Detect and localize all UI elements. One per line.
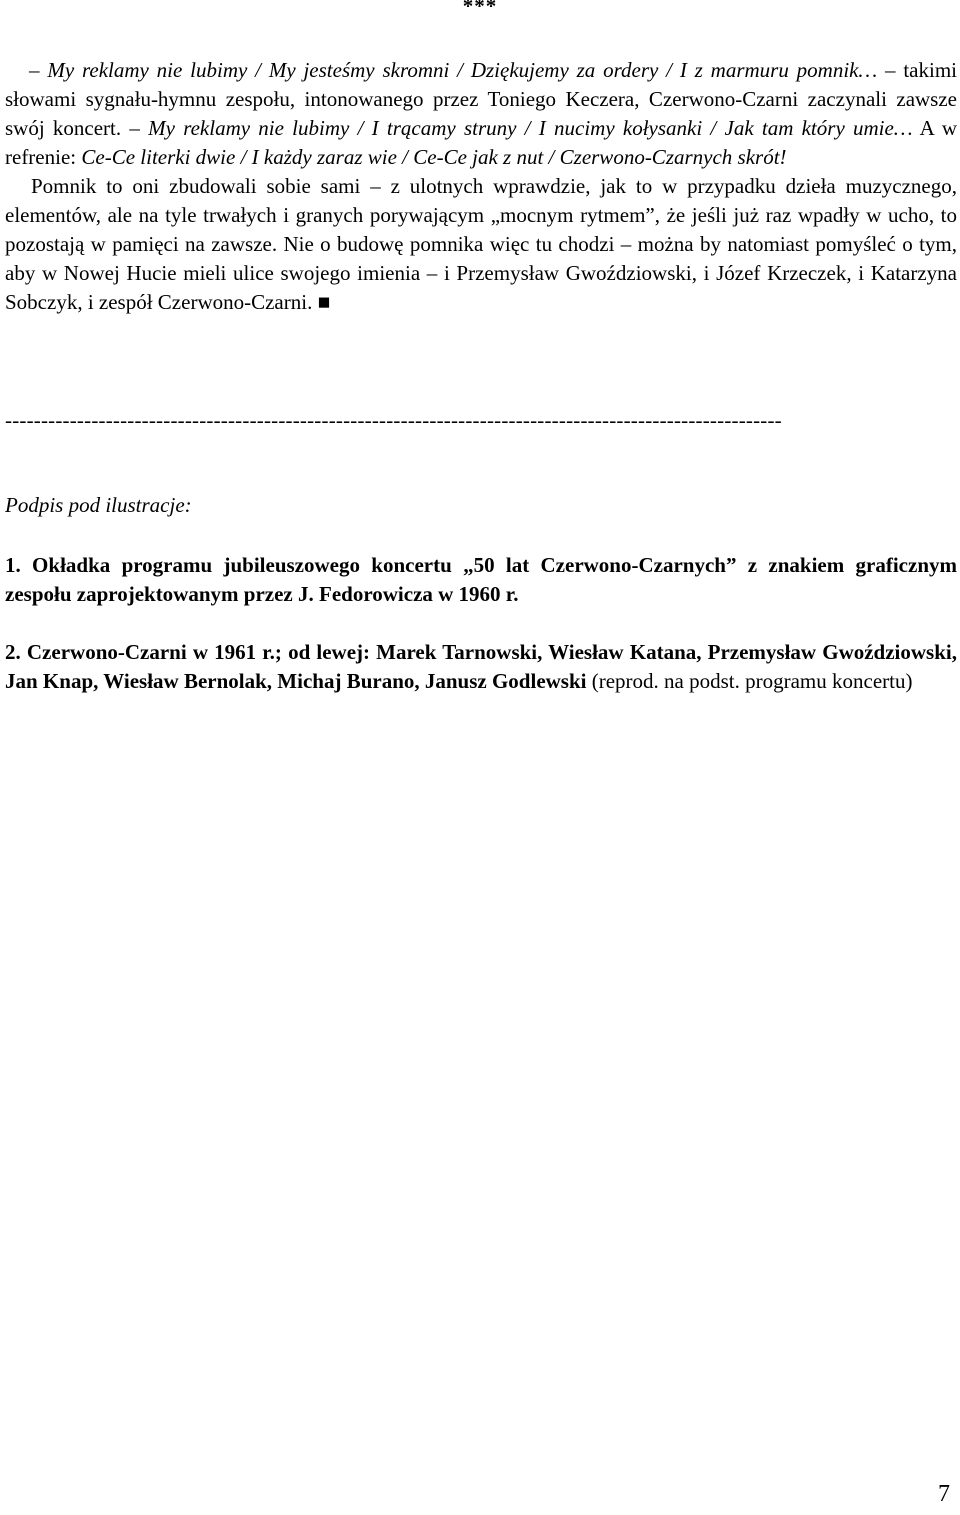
section-separator: *** [462, 0, 498, 18]
paragraph-2-text: Pomnik to oni zbudowali sobie sami – z ulotnych wprawdzie, jak to w przypadku dzieła muzycznego, elementów, ale na tyle trwałych i granych porywającym „mocnym rytmem”, że jeśli już raz wpadły w ucho, to pozostają w pamięci na zawsze. Nie o budowę pomnika więc tu chodzi – można by natomiast pomyśleć o tym, aby w Nowej Hucie mieli ulice swojego imienia – i Przemysław Gwoździowski, i Józef Krzeczek, i Katarzyna Sobczyk, i zespół Czerwono-Czarni. [5, 174, 957, 314]
lyric-quote-2: My reklamy nie lubimy / I trącamy struny / I nucimy kołysanki / Jak tam który umie… [148, 116, 913, 140]
end-mark: ■ [317, 290, 331, 314]
paragraph-1-text-2: A w refrenie: [5, 116, 958, 169]
caption-1 [5, 551, 957, 609]
caption-2-source: (reprod. na podst. programu koncertu) [591, 669, 913, 693]
caption-2 [5, 638, 957, 696]
intro-dash: – [29, 58, 40, 82]
caption-1-text: 1. Okładka programu jubileuszowego koncertu „50 lat Czerwono-Czarnych” z znakiem graficznym zespołu zaprojektowanym przez J. Fedorowicza w 1960 r. [5, 553, 957, 606]
caption-heading: Podpis pod ilustracje: [5, 493, 192, 517]
caption-2-text: 2. Czerwono-Czarni w 1961 r.; od lewej: Marek Tarnowski, Wiesław Katana, Przemysław Gwoździowski, Jan Knap, Wiesław Bernolak, Michaj Burano, Janusz Godlewski [5, 640, 957, 693]
dash-rule: ------------------------------------------------------------------------------------------------------------ [5, 408, 782, 432]
lyric-quote-3: Ce-Ce literki dwie / I każdy zaraz wie / Ce-Ce jak z nut / Czerwono-Czarnych skrót! [81, 145, 787, 169]
article-body [5, 56, 957, 317]
page-number: 7 [938, 1481, 950, 1507]
lyric-quote-1: My reklamy nie lubimy / My jesteśmy skromni / Dziękujemy za ordery / I z marmuru pomnik… [47, 58, 878, 82]
paragraph-1-text-1: – takimi słowami sygnału-hymnu zespołu, intonowanego przez Toniego Keczera, Czerwono-Czarni zaczynali zawsze swój koncert. [5, 58, 958, 140]
dash-2: – [129, 116, 140, 140]
